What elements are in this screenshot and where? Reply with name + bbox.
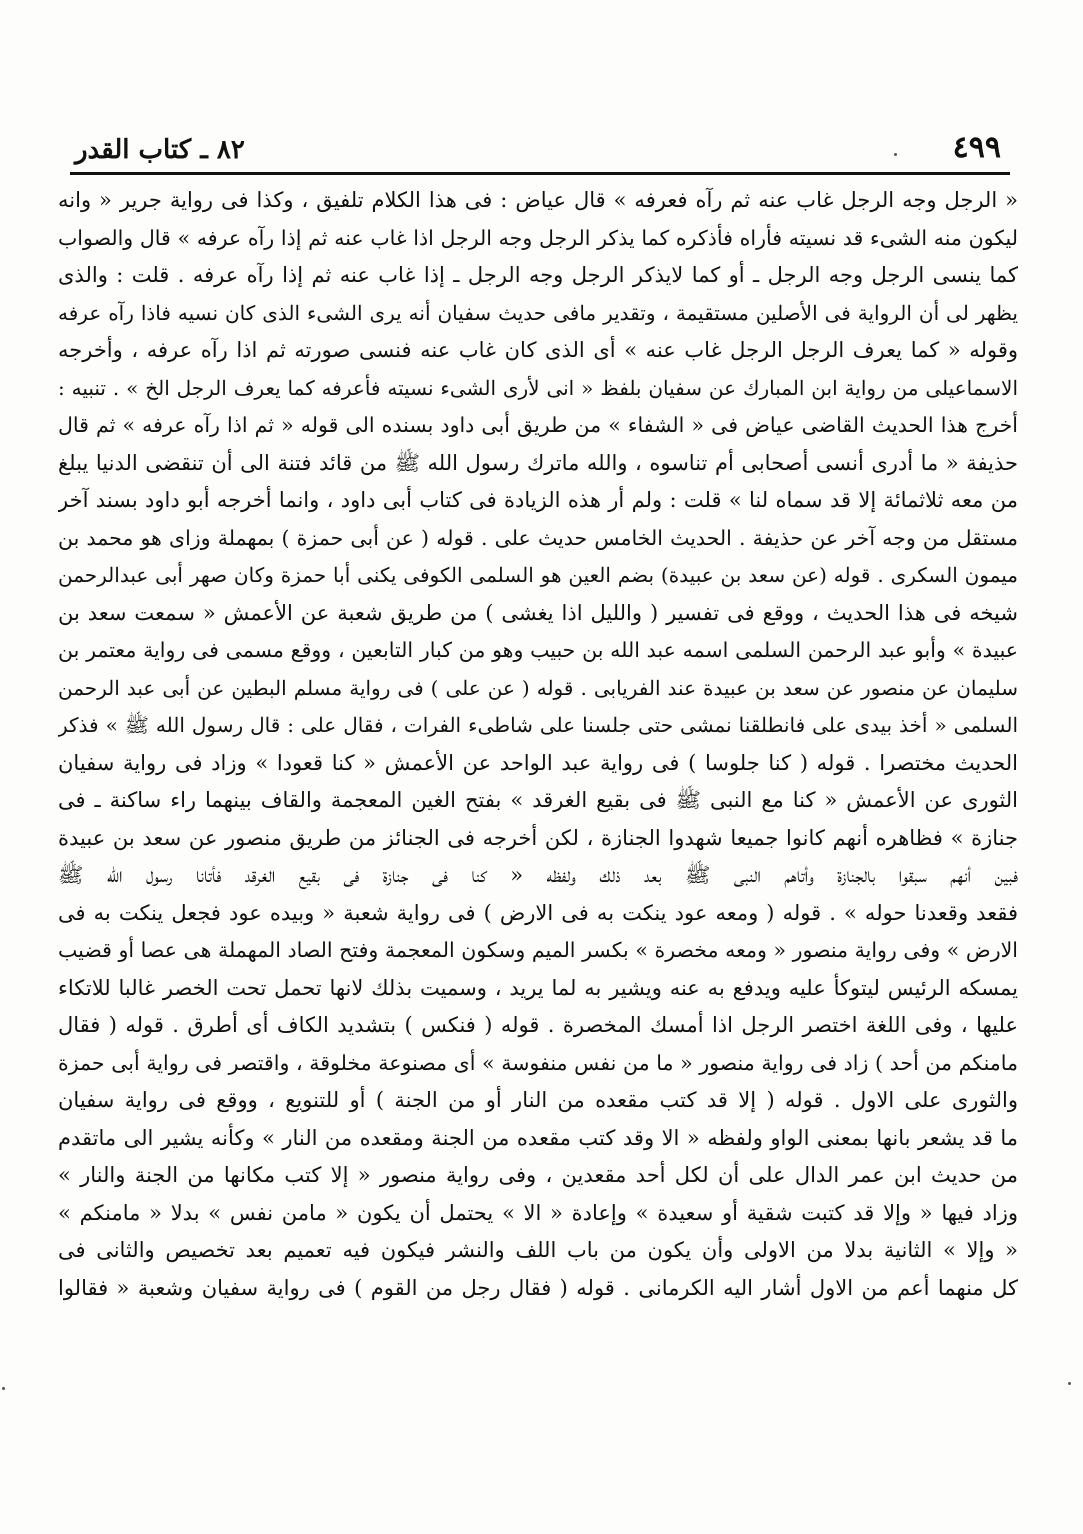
text-line: فقعد وقعدنا حوله » . قوله ( ومعه عود ينكت به فى الارض ) فى رواية شعبة « وبيده عود فجعل ينكت به فى [58,900,1018,925]
text-line: كما ينسى الرجل وجه الرجل ـ أو كما لايذكر الرجل وجه الرجل ـ إذا غاب عنه ثم إذا رآه عرفه . قلت : والذى [58,263,1018,287]
chapter-title: ٨٢ ـ كتاب القدر [75,135,245,165]
text-line: « الرجل وجه الرجل غاب عنه ثم رآه فعرفه » قال عياض : فى هذا الكلام تلفيق ، وكذا فى رواية جرير « وانه [58,188,1018,212]
header-rule [70,172,1010,175]
text-line: من معه ثلاثمائة إلا قد سماه لنا » قلت : ولم أر هذه الزيادة فى كتاب أبى داود ، وانما أخرجه أبو داود بسند آخر [58,488,1018,512]
text-line: ما قد يشعر بانها بمعنى الواو ولفظه « الا وقد كتب مقعده من الجنة ومقعده من النار » وكأنه يشير الى ماتقدم [58,1125,1018,1150]
text-line: فبين أنهم سبقوا بالجنازة وأتاهم النبى ﷺ بعد ذلك ولفظه « كنا فى جنازة فى بقيع الغرقد فأتانا رسول الله ﷺ [58,863,1018,887]
text-line: ليكون منه الشىء قد نسيته فأراه فأذكره كما يذكر الرجل وجه الرجل اذا غاب عنه ثم إذا رآه عرفه » قال والصواب [58,225,1018,250]
text-line: حذيفة « ما أدرى أنسى أصحابى أم تناسوه ، والله ماترك رسول الله ﷺ من قائد فتنة الى أن تنقضى الدنيا يبلغ [58,450,1018,475]
text-line: وقوله « كما يعرف الرجل الرجل غاب عنه » أى الذى كان غاب عنه فنسى صورته ثم اذا رآه عرفه ، وأخرجه [58,338,1018,362]
text-line: شيخه فى هذا الحديث ، ووقع فى تفسير ( والليل اذا يغشى ) من طريق شعبة عن الأعمش « سمعت سعد بن [58,600,1018,625]
text-line: الثورى عن الأعمش « كنا مع النبى ﷺ فى بقيع الغرقد » بفتح الغين المعجمة والقاف بينهما راء ساكنة ـ فى [58,788,1018,812]
text-line: يظهر لى أن الرواية فى الأصلين مستقيمة ، وتقدير مافى حديث سفيان أنه يرى الشىء الذى كان نسيه فاذا رآه عرفه [58,300,1018,325]
text-line: الارض » وفى رواية منصور « ومعه مخصرة » بكسر الميم وسكون المعجمة وفتح الصاد المهملة هى عصا أو قضيب [58,938,1018,962]
text-line: ميمون السكرى . قوله (عن سعد بن عبيدة) بضم العين هو السلمى الكوفى يكنى أبا حمزة وكان صهر أبى عبدالرحمن [58,563,1018,587]
commentary-text [58,182,1018,1307]
text-line: كل منهما أعم من الاول أشار اليه الكرمانى . قوله ( فقال رجل من القوم ) فى رواية سفيان وشعبة « فقالوا [58,1275,1018,1300]
text-line: عليها ، وفى اللغة اختصر الرجل اذا أمسك المخصرة . قوله ( فنكس ) بتشديد الكاف أى أطرق . قوله ( فقال [58,1013,1018,1037]
text-line: من حديث ابن عمر الدال على أن لكل أحد مقعدين ، وفى رواية منصور « إلا كتب مكانها من الجنة والنار » [58,1163,1018,1187]
text-line: مستقل من وجه آخر عن حذيفة . الحديث الخامس حديث على . قوله ( عن أبى حمزة ) بمهملة وزاى هو محمد بن [58,525,1018,550]
text-line: مامنكم من أحد ) زاد فى رواية منصور « ما من نفس منفوسة » أى مصنوعة مخلوقة ، واقتصر فى رواية أبى حمزة [58,1050,1018,1075]
text-line: الاسماعيلى من رواية ابن المبارك عن سفيان بلفظ « انى لأرى الشىء نسيته فأعرفه كما يعرف الرجل الخ » . تنبيه : [58,375,1018,400]
text-line: يمسكه الرئيس ليتوكأ عليه ويدفع به عنه ويشير به لما يريد ، وسميت بذلك لانها تحمل تحت الخصر غالبا للاتكاء [58,975,1018,1000]
running-header [75,128,1005,172]
text-line: « وإلا » الثانية بدلا من الاولى وأن يكون من باب اللف والنشر فيكون فيه تعميم بعد تخصيص والثانى فى [58,1238,1018,1262]
text-line: الحديث مختصرا . قوله ( كنا جلوسا ) فى رواية عبد الواحد عن الأعمش « كنا قعودا » وزاد فى رواية سفيان [58,750,1018,775]
text-line: وزاد فيها « وإلا قد كتبت شقية أو سعيدة » وإعادة « الا » يحتمل أن يكون « مامن نفس » بدلا « مامنكم » [58,1200,1018,1225]
text-line: والثورى على الاول . قوله ( إلا قد كتب مقعده من النار أو من الجنة ) أو للتنويع ، ووقع فى رواية سفيان [58,1088,1018,1112]
print-speck [2,1387,5,1390]
text-line: جنازة » فظاهره أنهم كانوا جميعا شهدوا الجنازة ، لكن أخرجه فى الجنائز من طريق منصور عن سعد بن عبيدة [58,825,1018,850]
text-line: عبيدة » وأبو عبد الرحمن السلمى اسمه عبد الله بن حبيب وهو من كبار التابعين ، ووقع مسمى فى رواية معتمر بن [58,638,1018,662]
text-line: أخرج هذا الحديث القاضى عياض فى « الشفاء » من طريق أبى داود بسنده الى قوله « ثم اذا رآه عرفه » ثم قال [58,413,1018,437]
page-number: ٤٩٩ [952,130,1001,165]
text-line: سليمان عن منصور عن سعد بن عبيدة عند الفريابى . قوله ( عن على ) فى رواية مسلم البطين عن أبى عبد الرحمن [58,675,1018,700]
text-line: السلمى « أخذ بيدى على فانطلقنا نمشى حتى جلسنا على شاطىء الفرات ، فقال على : قال رسول الله ﷺ » فذكر [58,713,1018,737]
print-speck [894,153,897,156]
print-speck [1068,1382,1071,1385]
